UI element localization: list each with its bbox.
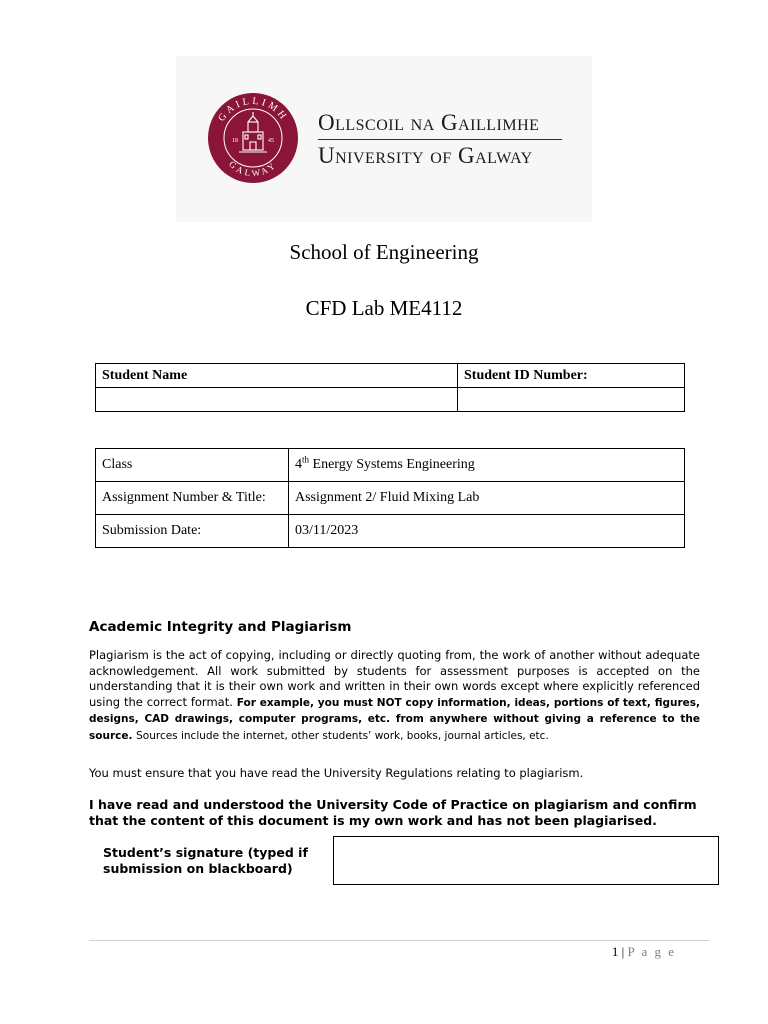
class-year-suffix: th bbox=[302, 454, 310, 465]
plagiarism-definition: Plagiarism is the act of copying, including or directly quoting from, the work of another without adequate acknowledgement. All work submitted by students for assessment purposes is accepted on the understanding that it is their own work and written in their own words except where explicitly referenced using the correct format. bbox=[89, 648, 700, 709]
school-title: School of Engineering bbox=[289, 240, 479, 264]
integrity-section-title: Academic Integrity and Plagiarism bbox=[89, 619, 352, 635]
student-id-header: Student ID Number: bbox=[458, 364, 685, 388]
regulations-note: You must ensure that you have read the University Regulations relating to plagiarism. bbox=[89, 766, 584, 780]
student-info-table bbox=[95, 363, 685, 412]
brand-divider bbox=[318, 139, 562, 140]
seal-text-bottom: GALWAY bbox=[227, 158, 279, 179]
assignment-value: Assignment 2/ Fluid Mixing Lab bbox=[289, 482, 685, 515]
english-university-name bbox=[318, 143, 533, 169]
page-footer bbox=[0, 944, 676, 960]
seal-year-right: 45 bbox=[268, 138, 274, 144]
student-name-field[interactable] bbox=[96, 388, 458, 412]
university-seal-icon bbox=[207, 92, 299, 184]
plagiarism-warning: For example, you must NOT copy information, ideas, portions of text, figures, designs, CAD drawings, computer programs, etc. from anywhere without giving a reference to the source. bbox=[89, 696, 701, 742]
class-year: 4 bbox=[295, 457, 302, 472]
signature-label: Student’s signature (typed if submission on blackboard) bbox=[103, 845, 308, 876]
plagiarism-sources: Sources include the internet, other students’ work, books, journal articles, etc. bbox=[136, 729, 549, 742]
plagiarism-declaration: I have read and understood the University Code of Practice on plagiarism and confirm that the content of this document is my own work and has not been plagiarised. bbox=[89, 797, 697, 828]
seal-text-top: GAILLIMH bbox=[216, 95, 290, 124]
page-word: P a g e bbox=[627, 944, 676, 959]
table-row bbox=[96, 482, 685, 515]
submission-date-label: Submission Date: bbox=[96, 515, 289, 548]
class-programme: Energy Systems Engineering bbox=[309, 457, 475, 472]
class-value bbox=[289, 449, 685, 482]
student-id-field[interactable] bbox=[458, 388, 685, 412]
english-name-text: University of Galway bbox=[318, 143, 533, 168]
course-title: CFD Lab ME4112 bbox=[305, 296, 463, 320]
assignment-details-table bbox=[95, 448, 685, 548]
irish-university-name bbox=[318, 110, 539, 136]
seal-year-left: 18 bbox=[232, 138, 238, 144]
page-separator: | bbox=[618, 944, 628, 959]
irish-name-text: Ollscoil na Gaillimhe bbox=[318, 110, 540, 135]
table-row bbox=[96, 449, 685, 482]
table-row bbox=[96, 515, 685, 548]
signature-field[interactable] bbox=[333, 836, 719, 885]
page-number: 1 bbox=[611, 944, 619, 959]
student-name-header: Student Name bbox=[96, 364, 458, 388]
assignment-label: Assignment Number & Title: bbox=[96, 482, 289, 515]
submission-date-value: 03/11/2023 bbox=[289, 515, 685, 548]
plagiarism-paragraph bbox=[89, 648, 700, 744]
class-label: Class bbox=[96, 449, 289, 482]
footer-divider bbox=[89, 940, 709, 941]
